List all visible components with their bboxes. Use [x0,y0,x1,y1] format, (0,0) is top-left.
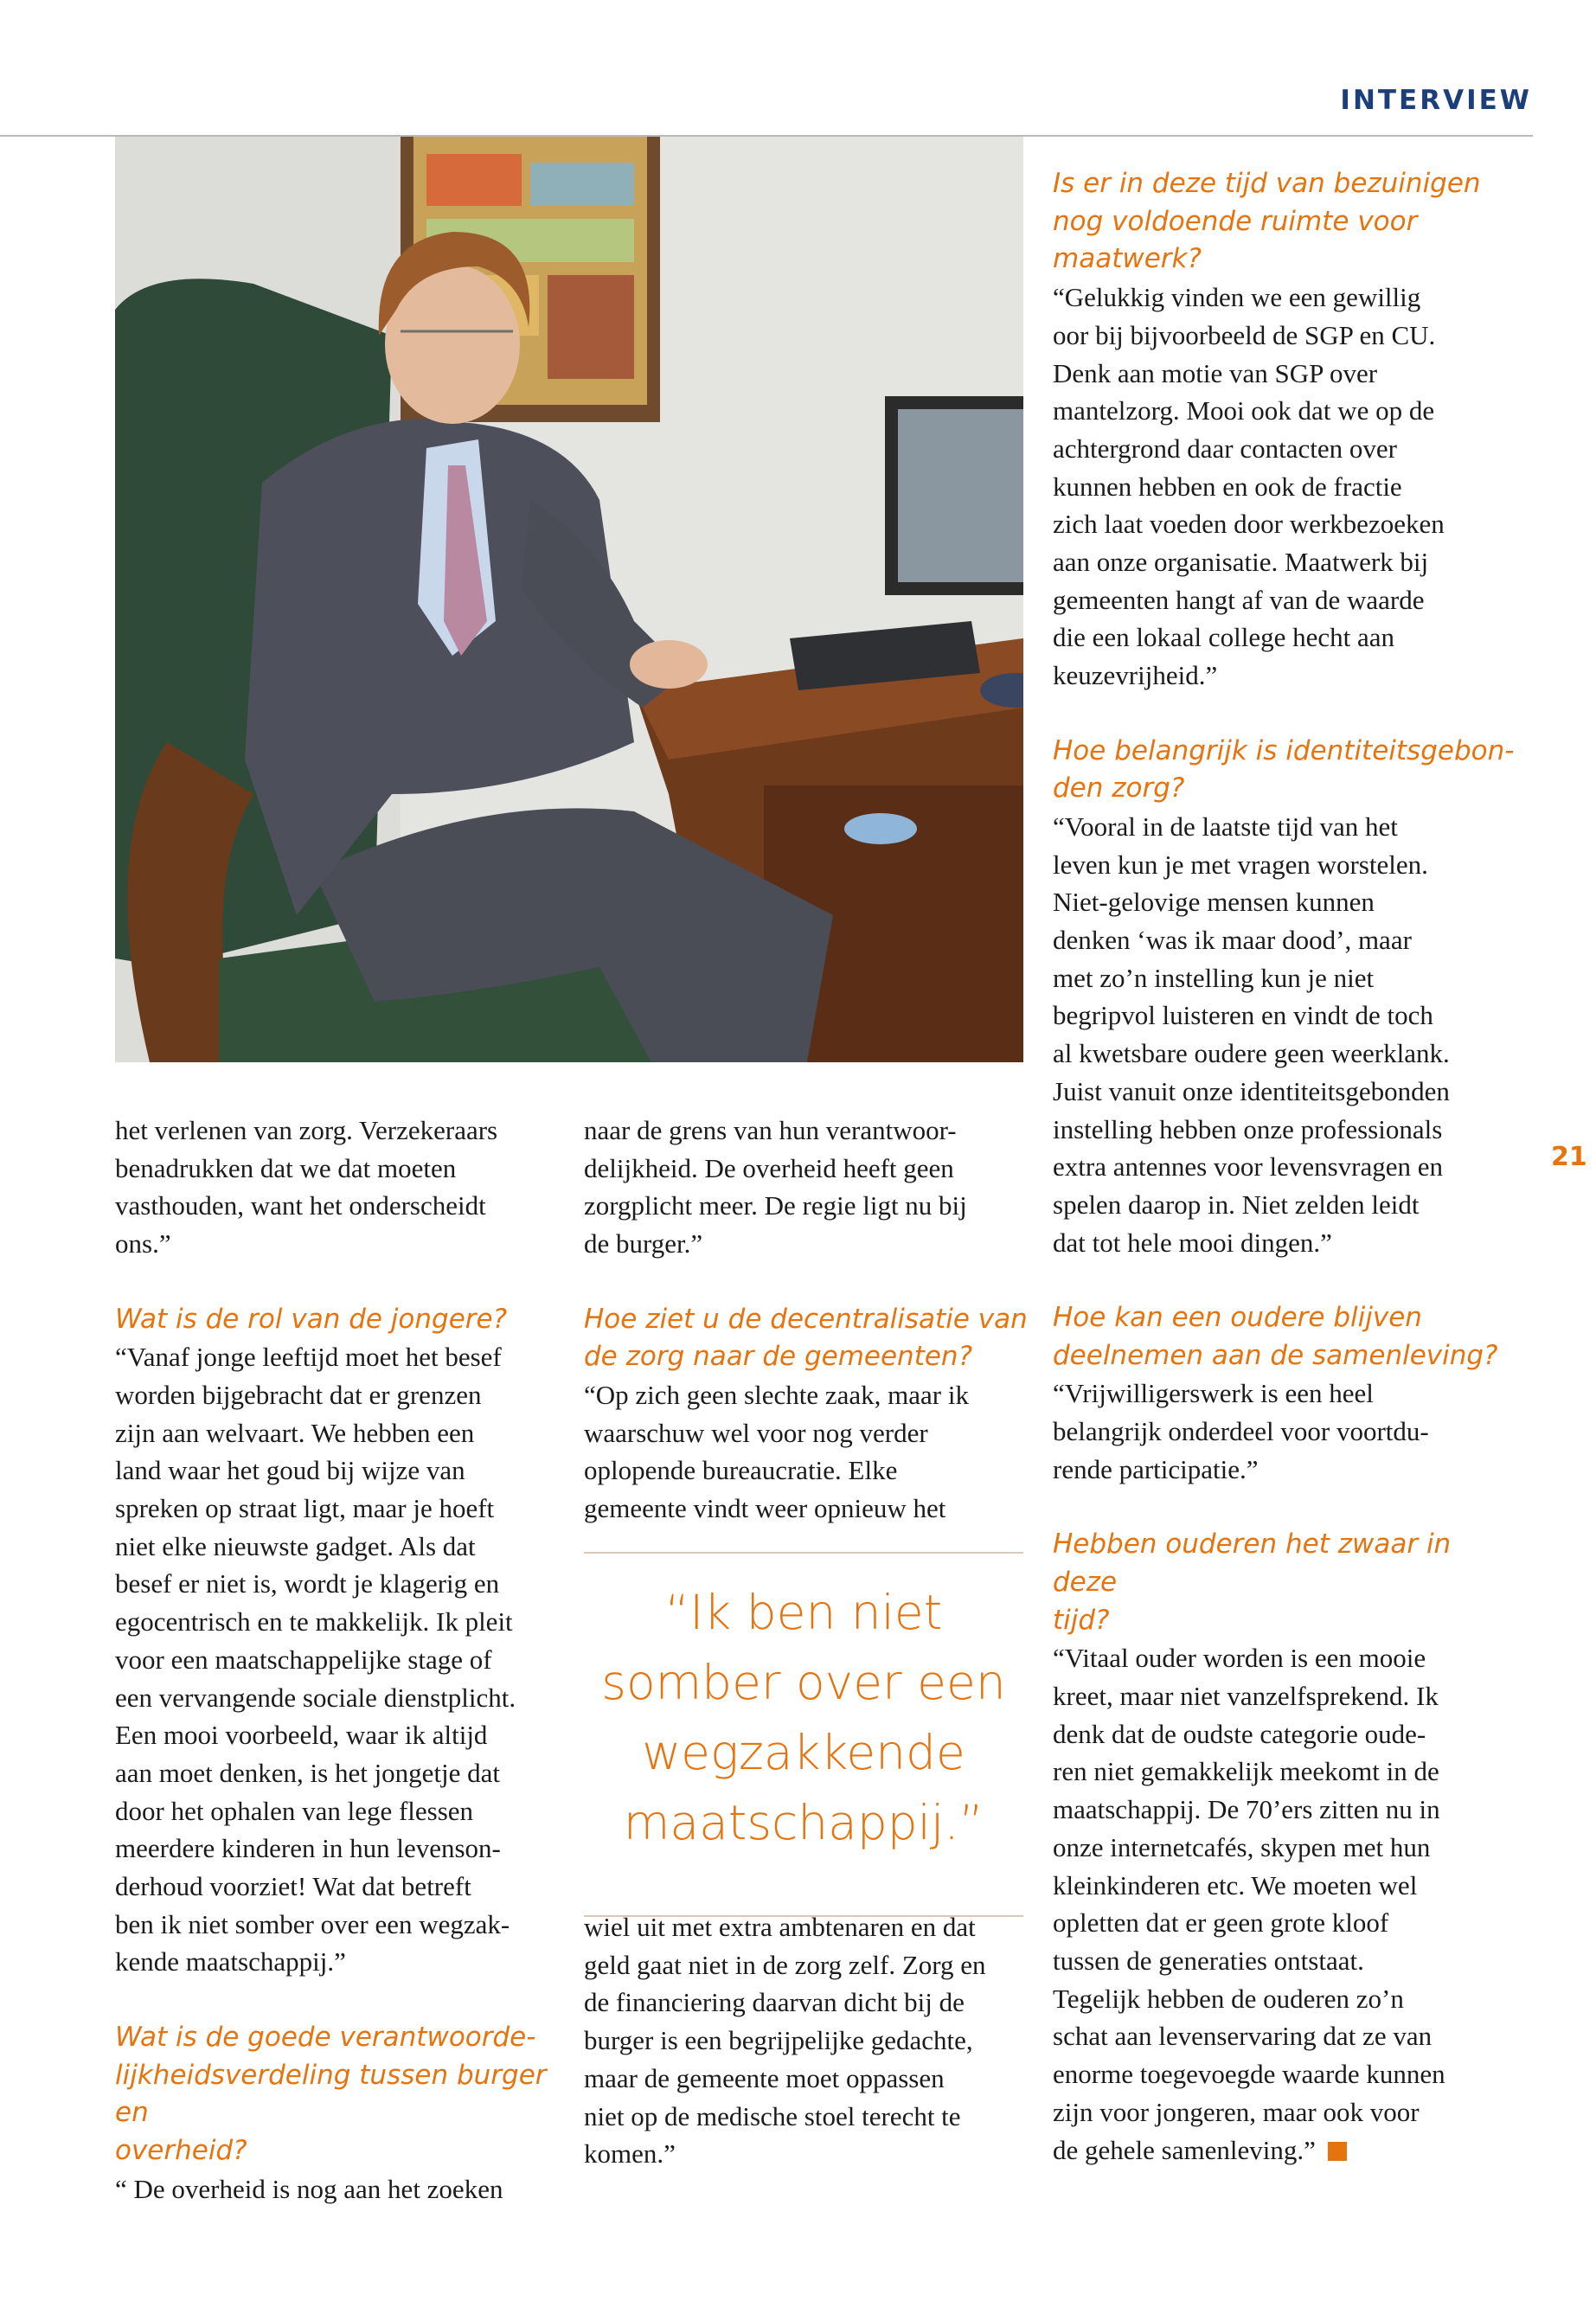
line-text: begripvol luisteren en vindt de toch [1053,1000,1433,1031]
text-line [1053,2093,1520,2131]
line-text: kunnen hebben en ook de fractie [1053,471,1402,502]
line-text: besef er niet is, wordt je klagerig en [115,1568,500,1599]
text-line [1053,846,1520,884]
text-line [115,1792,565,1830]
text-line [584,2135,1034,2173]
line-text: Niet-gelovige mensen kunnen [1053,887,1375,918]
text-line [584,1984,1034,2022]
column-3 [1053,165,1520,2169]
question-line [584,1301,1034,1339]
text-line [1053,1904,1520,1942]
page-number: 21 [1551,1142,1587,1172]
line-text: Hebben ouderen het zwaar in deze [1053,1529,1452,1598]
line-text: kreet, maar niet vanzelfsprekend. Ik [1053,1681,1439,1712]
line-text: zorgplicht meer. De regie ligt nu bij [584,1190,967,1221]
text-line [584,2060,1034,2098]
line-text: niet elke nieuwste gadget. Als dat [115,1530,476,1561]
line-text: spelen daarop in. Niet zelden leidt [1053,1189,1420,1220]
text-line [115,1906,565,1944]
text-line [584,1112,1034,1150]
line-text: egocentrisch en te makkelijk. Ik pleit [115,1606,513,1638]
photo-illustration [115,137,1023,1062]
line-text: de financiering daarvan dicht bij de [584,1987,965,2018]
line-text: achtergrond daar contacten over [1053,433,1397,464]
line-text: wiel uit met extra ambtenaren en dat [584,1912,976,1942]
line-text: vasthouden, want het onderscheidt [115,1190,486,1221]
question-line [1053,240,1520,279]
line-text: opletten dat er geen grote kloof [1053,1907,1389,1939]
line-text: benadrukken dat we dat moeten [115,1152,457,1183]
text-line [1053,1413,1520,1451]
text-line [115,1490,565,1528]
text-line [115,1414,565,1452]
text-line [584,1908,1034,1946]
line-text: met zo’n instelling kun je niet [1053,962,1375,993]
line-text: komen.” [584,2138,676,2170]
line-text: nog voldoende ruimte voor [1053,205,1418,237]
text-line [584,2022,1034,2060]
text-line [584,1490,1034,1528]
text-line [115,1112,565,1150]
question-line [584,1338,1034,1376]
line-text: deelnemen aan de samenleving? [1053,1339,1498,1371]
line-text: delijkheid. De overheid heeft geen [584,1152,954,1183]
text-line [115,1150,565,1188]
line-text: gemeente vindt weer opnieuw het [584,1493,946,1524]
line-text: de zorg naar de gemeenten? [584,1341,973,1373]
line-text: maar de gemeente moet oppassen [584,2062,945,2093]
line-text: instelling hebben onze professionals [1053,1113,1443,1144]
line-text: Een mooi voorbeeld, waar ik altijd [115,1720,488,1751]
text-line [584,2098,1034,2136]
line-text: Denk aan motie van SGP over [1053,357,1378,388]
line-text: dat tot hele mooi dingen.” [1053,1227,1332,1258]
line-text: door het ophalen van lege flessen [115,1795,474,1826]
question-line [1053,1602,1520,1640]
line-text: onze internetcafés, skypen met hun [1053,1831,1431,1862]
line-text: Wat is de rol van de jongere? [115,1303,508,1335]
text-line [1053,392,1520,430]
line-text: derhoud voorziet! Wat dat betreft [115,1871,471,1902]
line-text: belangrijk onderdeel voor voortdu- [1053,1416,1429,1447]
line-text: denken ‘was ik maar dood’, maar [1053,925,1412,956]
line-text: het verlenen van zorg. Verzekeraars [115,1115,498,1145]
text-line [115,1225,565,1263]
question-line [115,2057,565,2132]
line-text: “Op zich geen slechte zaak, maar ik [584,1379,969,1410]
text-line [1053,468,1520,506]
interview-photo [115,137,1023,1062]
text-line [1053,1980,1520,2018]
line-text: Hoe ziet u de decentralisatie van [584,1303,1028,1335]
line-text: waarschuw wel voor nog verder [584,1417,928,1448]
question-line [1053,1299,1520,1337]
text-line [1053,1791,1520,1829]
line-text: die een lokaal college hecht aan [1053,622,1395,653]
column-1 [115,1112,565,2208]
line-text: “ De overheid is nog aan het zoeken [115,2173,503,2204]
line-text: al kwetsbare oudere geen weerklank. [1053,1038,1450,1069]
question-line [115,2132,565,2170]
text-line [115,1754,565,1792]
pull-quote-line: wegzakkende [642,1725,965,1780]
text-line [1053,1677,1520,1715]
line-text: burger is een begrijpelijke gedachte, [584,2025,973,2056]
line-text: enorme toegevoegde waarde kunnen [1053,2059,1445,2090]
text-line [115,1679,565,1717]
line-text: “Vitaal ouder worden is een mooie [1053,1643,1426,1674]
line-text: Is er in deze tijd van bezuinigen [1053,168,1481,199]
line-text: maatwerk? [1053,243,1202,275]
pull-quote-line: maatschappij.” [623,1795,984,1850]
text-line [1053,505,1520,543]
line-text: “Vooral in de laatste tijd van het [1053,811,1398,842]
end-of-article-mark [1328,2142,1347,2161]
line-text: de gehele samenleving.” [1053,2134,1316,2165]
line-text: kleinkinderen etc. We moeten wel [1053,1869,1418,1900]
pull-quote [584,1552,1023,1917]
line-text: aan onze organisatie. Maatwerk bij [1053,547,1429,578]
text-line [115,2170,565,2208]
line-text: extra antennes voor levensvragen en [1053,1151,1444,1183]
line-text: meerdere kinderen in hun levenson- [115,1833,501,1864]
line-text: zijn aan welvaart. We hebben een [115,1417,475,1448]
text-line [1053,1224,1520,1262]
text-line [1053,1111,1520,1149]
question-line [1053,165,1520,203]
text-line [584,1376,1034,1414]
line-text: rende participatie.” [1053,1453,1259,1484]
text-line [584,1946,1034,1984]
line-text: maatschappij. De 70’ers zitten nu in [1053,1794,1440,1825]
text-line [115,1528,565,1566]
line-text: ren niet gemakkelijk meekomt in de [1053,1756,1439,1787]
text-line [584,1150,1034,1188]
text-line [115,1603,565,1641]
line-text: spreken op straat ligt, maar je hoeft [115,1493,495,1524]
text-line [1053,1375,1520,1413]
text-line [1053,1148,1520,1186]
text-line [1053,1451,1520,1489]
text-line [115,1187,565,1225]
text-line [584,1225,1034,1263]
pull-quote-line: somber over een [601,1655,1006,1710]
text-line [1053,2131,1520,2170]
text-line [1053,1829,1520,1867]
question-line [1053,1337,1520,1375]
line-text: Hoe kan een oudere blijven [1053,1302,1422,1334]
question-line [1053,203,1520,241]
text-line [1053,883,1520,921]
line-text: Hoe belangrijk is identiteitsgebon- [1053,734,1515,766]
text-line [584,1187,1034,1225]
text-line [1053,1715,1520,1753]
line-text: Wat is de goede verantwoorde- [115,2021,536,2053]
text-line [584,1452,1034,1490]
line-text: “Vanaf jonge leeftijd moet het besef [115,1342,502,1373]
question-line [115,2019,565,2057]
text-line [1053,1867,1520,1905]
question-line [1053,733,1520,771]
text-line [1053,581,1520,619]
text-line [115,1338,565,1376]
line-text: keuzevrijheid.” [1053,660,1218,691]
line-text: denk dat de oudste categorie oude- [1053,1718,1426,1749]
text-line [115,1830,565,1868]
text-line [1053,657,1520,695]
line-text: “Gelukkig vinden we een gewillig [1053,282,1421,313]
text-line [115,1716,565,1754]
text-line [1053,2055,1520,2093]
line-text: oor bij bijvoorbeeld de SGP en CU. [1053,319,1436,350]
text-line [1053,543,1520,581]
text-line [115,1565,565,1603]
text-line [584,1414,1034,1452]
line-text: worden bijgebracht dat er grenzen [115,1379,482,1410]
text-line [1053,959,1520,997]
text-line [115,1641,565,1679]
text-line [1053,2017,1520,2055]
line-text: leven kun je met vragen worstelen. [1053,849,1428,880]
line-text: tussen de generaties ontstaat. [1053,1945,1364,1976]
text-line [115,1943,565,1981]
text-line [1053,1639,1520,1677]
text-line [1053,619,1520,657]
text-line [1053,1942,1520,1980]
line-text: aan moet denken, is het jongetje dat [115,1757,501,1788]
text-line [1053,997,1520,1035]
question-line [1053,770,1520,808]
text-line [1053,1073,1520,1111]
line-text: Juist vanuit onze identiteitsgebonden [1053,1075,1450,1106]
text-line [115,1868,565,1906]
line-text: zich laat voeden door werkbezoeken [1053,509,1445,540]
line-text: “Vrijwilligerswerk is een heel [1053,1378,1374,1409]
line-text: de burger.” [584,1228,703,1259]
line-text: oplopende bureaucratie. Elke [584,1455,898,1486]
line-text: zijn voor jongeren, maar ook voor [1053,2096,1420,2127]
column-2-bottom [584,1908,1034,2173]
text-line [1053,1186,1520,1224]
line-text: ons.” [115,1228,171,1259]
text-line [1053,1035,1520,1073]
line-text: naar de grens van hun verantwoor- [584,1115,957,1145]
line-text: schat aan levenservaring dat ze van [1053,2021,1433,2052]
text-line [115,1376,565,1414]
question-line [1053,1526,1520,1601]
pull-quote-line: “Ik ben niet [664,1585,943,1640]
question-line [115,1301,565,1339]
text-line [1053,355,1520,393]
text-line [1053,279,1520,317]
text-line [1053,921,1520,959]
line-text: land waar het goud bij wijze van [115,1455,465,1486]
line-text: kende maatschappij.” [115,1946,346,1977]
line-text: lijkheidsverdeling tussen burger en [115,2059,547,2129]
line-text: Tegelijk hebben de ouderen zo’n [1053,1983,1404,2014]
line-text: niet op de medische stoel terecht te [584,2100,961,2131]
line-text: een vervangende sociale dienstplicht. [115,1682,516,1713]
line-text: voor een maatschappelijke stage of [115,1644,492,1675]
text-line [1053,1753,1520,1791]
text-line [1053,430,1520,468]
line-text: den zorg? [1053,772,1185,804]
text-line [115,1452,565,1490]
section-label: INTERVIEW [1340,85,1532,116]
text-line [1053,808,1520,846]
line-text: ben ik niet somber over een wegzak- [115,1908,510,1939]
line-text: geld gaat niet in de zorg zelf. Zorg en [584,1949,986,1980]
column-2-top [584,1112,1034,1528]
line-text: mantelzorg. Mooi ook dat we op de [1053,395,1435,426]
line-text: overheid? [115,2134,247,2166]
text-line [1053,317,1520,355]
line-text: tijd? [1053,1604,1110,1636]
line-text: gemeenten hangt af van de waarde [1053,584,1425,615]
